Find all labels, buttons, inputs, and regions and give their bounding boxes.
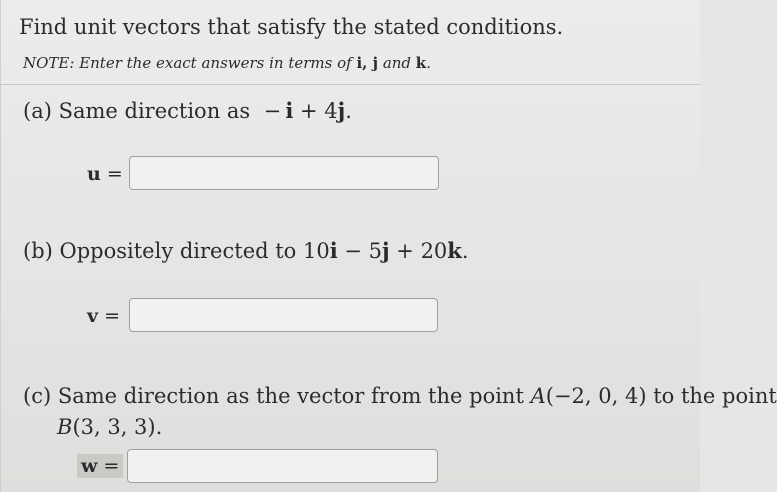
part-b-equals: =: [98, 305, 121, 327]
part-b-var: v: [87, 305, 99, 327]
note-suffix: .: [426, 54, 431, 72]
part-c-question-line1: [23, 382, 777, 410]
part-c-question-line2: [57, 413, 162, 441]
part-b-end: .: [461, 239, 469, 263]
part-a-label: (a) Same direction as: [23, 99, 257, 123]
part-a-question: [23, 97, 352, 125]
part-b-j: j: [382, 238, 390, 263]
part-b-mid2: + 20: [389, 239, 448, 263]
part-c-pointB: B: [57, 415, 73, 439]
part-b-mid1: − 5: [337, 239, 383, 263]
part-b-question: [23, 237, 469, 265]
answer-input-w[interactable]: [127, 449, 438, 483]
part-c-equals: =: [97, 455, 120, 477]
problem-title: Find unit vectors that satisfy the stated conditions.: [19, 15, 564, 39]
part-b-i: i: [329, 238, 338, 263]
part-a-i: i: [285, 98, 294, 123]
answer-input-v[interactable]: [129, 298, 438, 332]
part-c-line1-suffix: to the point: [646, 384, 777, 408]
part-a-equals: =: [100, 163, 123, 185]
part-c-var: w: [81, 455, 98, 477]
part-c-pointB-coords: (3, 3, 3).: [72, 415, 163, 439]
part-a-equation-label: [87, 162, 123, 186]
note-k: k: [415, 54, 427, 72]
part-b-label: (b) Oppositely directed to 10: [23, 239, 330, 263]
part-a-mid: + 4: [293, 99, 338, 123]
answer-input-u[interactable]: [129, 156, 439, 190]
part-a-minus: −: [263, 99, 282, 123]
note-and: and: [378, 54, 416, 72]
part-c-equation-label: [77, 454, 123, 478]
part-c-line1-prefix: (c) Same direction as the vector from the point: [23, 384, 531, 408]
part-c-pointA-coords: (−2, 0, 4): [545, 384, 647, 408]
header-divider: [1, 84, 701, 85]
part-a-end: .: [345, 99, 352, 123]
note-ij: i, j: [356, 54, 379, 72]
note-prefix: NOTE: Enter the exact answers in terms of: [23, 54, 357, 72]
note-text: [23, 53, 431, 73]
part-b-k: k: [447, 238, 462, 263]
part-a-var: u: [87, 163, 101, 185]
part-c-pointA: A: [530, 384, 546, 408]
part-a-j: j: [337, 98, 346, 123]
part-b-equation-label: [87, 304, 120, 328]
